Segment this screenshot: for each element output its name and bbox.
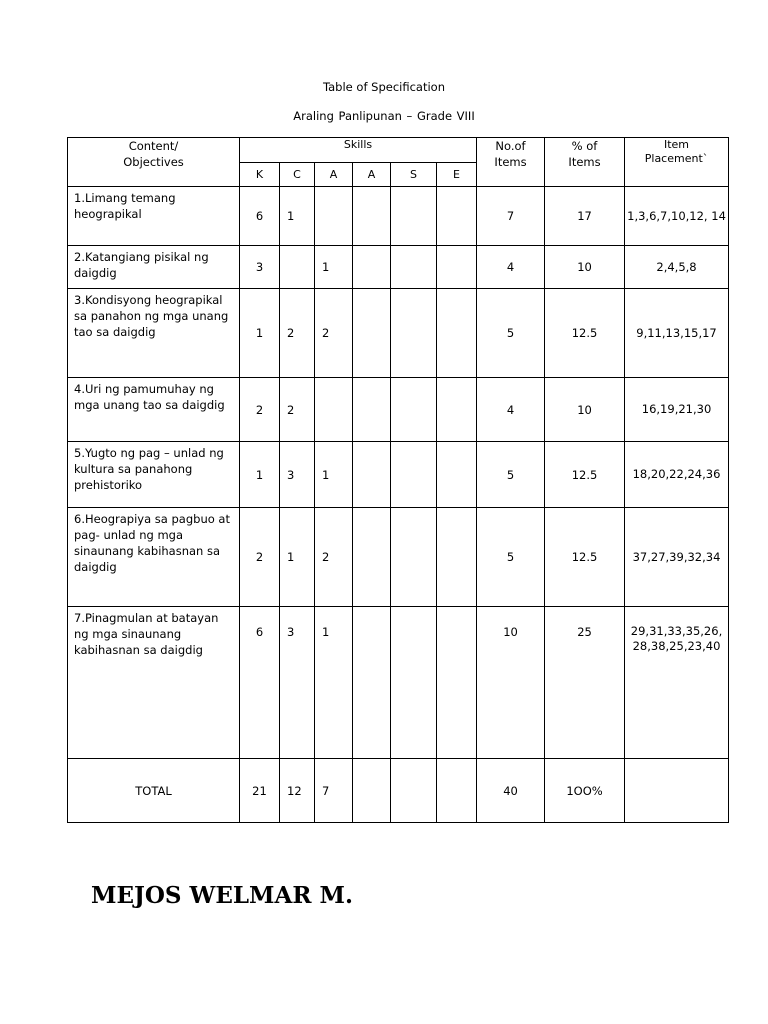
cell-percent: 10 [545,246,625,289]
table-row [68,508,729,607]
placement-header-line2: Placement` [644,152,709,165]
row-content: 1.Limang temang heograpikal [68,187,240,246]
item-placement-header [625,138,729,187]
cell-a2 [353,607,391,759]
cell-placement: 1,3,6,7,10,12, 14 [625,187,729,246]
cell-c: 3 [280,442,315,508]
table-row [68,442,729,508]
total-c: 12 [280,759,315,823]
row-content: 7.Pinagmulan at batayan ng mga sinaunang kabihasnan sa daigdig [68,607,240,759]
placement-header-line1: Item [663,138,690,151]
cell-a: 1 [315,607,353,759]
cell-k: 6 [240,607,280,759]
cell-percent: 12.5 [545,508,625,607]
skill-c-header: C [280,162,315,187]
cell-k: 1 [240,289,280,378]
items-header-line1: No.of [495,139,526,153]
cell-a2 [353,378,391,442]
cell-c: 3 [280,607,315,759]
cell-s [391,508,437,607]
cell-e [437,508,477,607]
cell-c: 1 [280,187,315,246]
cell-placement: 29,31,33,35,26, 28,38,25,23,40 [625,607,729,759]
total-a: 7 [315,759,353,823]
total-e [437,759,477,823]
cell-items: 10 [477,607,545,759]
cell-items: 5 [477,508,545,607]
cell-percent: 25 [545,607,625,759]
skill-e-header: E [437,162,477,187]
specification-table [67,137,729,823]
total-placement [625,759,729,823]
cell-items: 4 [477,378,545,442]
cell-k: 2 [240,508,280,607]
document-subtitle: Araling Panlipunan – Grade VIII [293,109,475,123]
total-k: 21 [240,759,280,823]
cell-a2 [353,246,391,289]
row-content: 2.Katangiang pisikal ng daigdig [68,246,240,289]
document-title: Table of Specification [323,80,445,94]
cell-e [437,378,477,442]
cell-c [280,246,315,289]
cell-e [437,187,477,246]
cell-a2 [353,289,391,378]
no-of-items-header [477,138,545,187]
cell-e [437,246,477,289]
skill-s-header: S [391,162,437,187]
row-content: 3.Kondisyong heograpikal sa panahon ng mga unang tao sa daigdig [68,289,240,378]
skill-a-header: A [315,162,353,187]
cell-k: 3 [240,246,280,289]
content-header-line: Content/ [128,139,179,153]
cell-a: 2 [315,289,353,378]
cell-placement: 9,11,13,15,17 [625,289,729,378]
cell-placement: 16,19,21,30 [625,378,729,442]
cell-placement: 37,27,39,32,34 [625,508,729,607]
table-row [68,187,729,246]
cell-placement: 18,20,22,24,36 [625,442,729,508]
cell-c: 1 [280,508,315,607]
skill-k-header: K [240,162,280,187]
cell-k: 2 [240,378,280,442]
cell-s [391,607,437,759]
cell-e [437,442,477,508]
cell-items: 5 [477,289,545,378]
cell-s [391,442,437,508]
cell-items: 7 [477,187,545,246]
percent-items-header [545,138,625,187]
signature-name: MEJOS WELMAR M. [91,882,353,909]
cell-items: 4 [477,246,545,289]
row-content: 6.Heograpiya sa pagbuo at pag- unlad ng mga sinaunang kabihasnan sa daigdig [68,508,240,607]
row-content: 5.Yugto ng pag – unlad ng kultura sa panahong prehistoriko [68,442,240,508]
table-row [68,289,729,378]
cell-a: 1 [315,442,353,508]
cell-a [315,378,353,442]
cell-k: 6 [240,187,280,246]
cell-c: 2 [280,378,315,442]
cell-c: 2 [280,289,315,378]
cell-percent: 17 [545,187,625,246]
cell-s [391,289,437,378]
cell-s [391,246,437,289]
cell-items: 5 [477,442,545,508]
content-objectives-header [68,138,240,187]
total-row [68,759,729,823]
row-content: 4.Uri ng pamumuhay ng mga unang tao sa daigdig [68,378,240,442]
cell-percent: 12.5 [545,289,625,378]
items-header-line2: Items [494,155,527,169]
total-items: 40 [477,759,545,823]
total-s [391,759,437,823]
table-row [68,378,729,442]
cell-a2 [353,508,391,607]
cell-a2 [353,187,391,246]
cell-percent: 12.5 [545,442,625,508]
skills-header: Skills [240,138,477,163]
cell-a [315,187,353,246]
table-row [68,607,729,759]
cell-k: 1 [240,442,280,508]
cell-a: 2 [315,508,353,607]
cell-placement: 2,4,5,8 [625,246,729,289]
total-label: TOTAL [68,759,240,823]
cell-e [437,289,477,378]
table-row [68,246,729,289]
cell-a: 1 [315,246,353,289]
cell-e [437,607,477,759]
objectives-header-line: Objectives [123,155,184,169]
pct-header-line1: % of [571,139,598,153]
total-a2 [353,759,391,823]
cell-percent: 10 [545,378,625,442]
pct-header-line2: Items [568,155,601,169]
total-percent: 1OO% [545,759,625,823]
cell-a2 [353,442,391,508]
header-row [68,138,729,163]
cell-s [391,187,437,246]
cell-s [391,378,437,442]
skill-a2-header: A [353,162,391,187]
